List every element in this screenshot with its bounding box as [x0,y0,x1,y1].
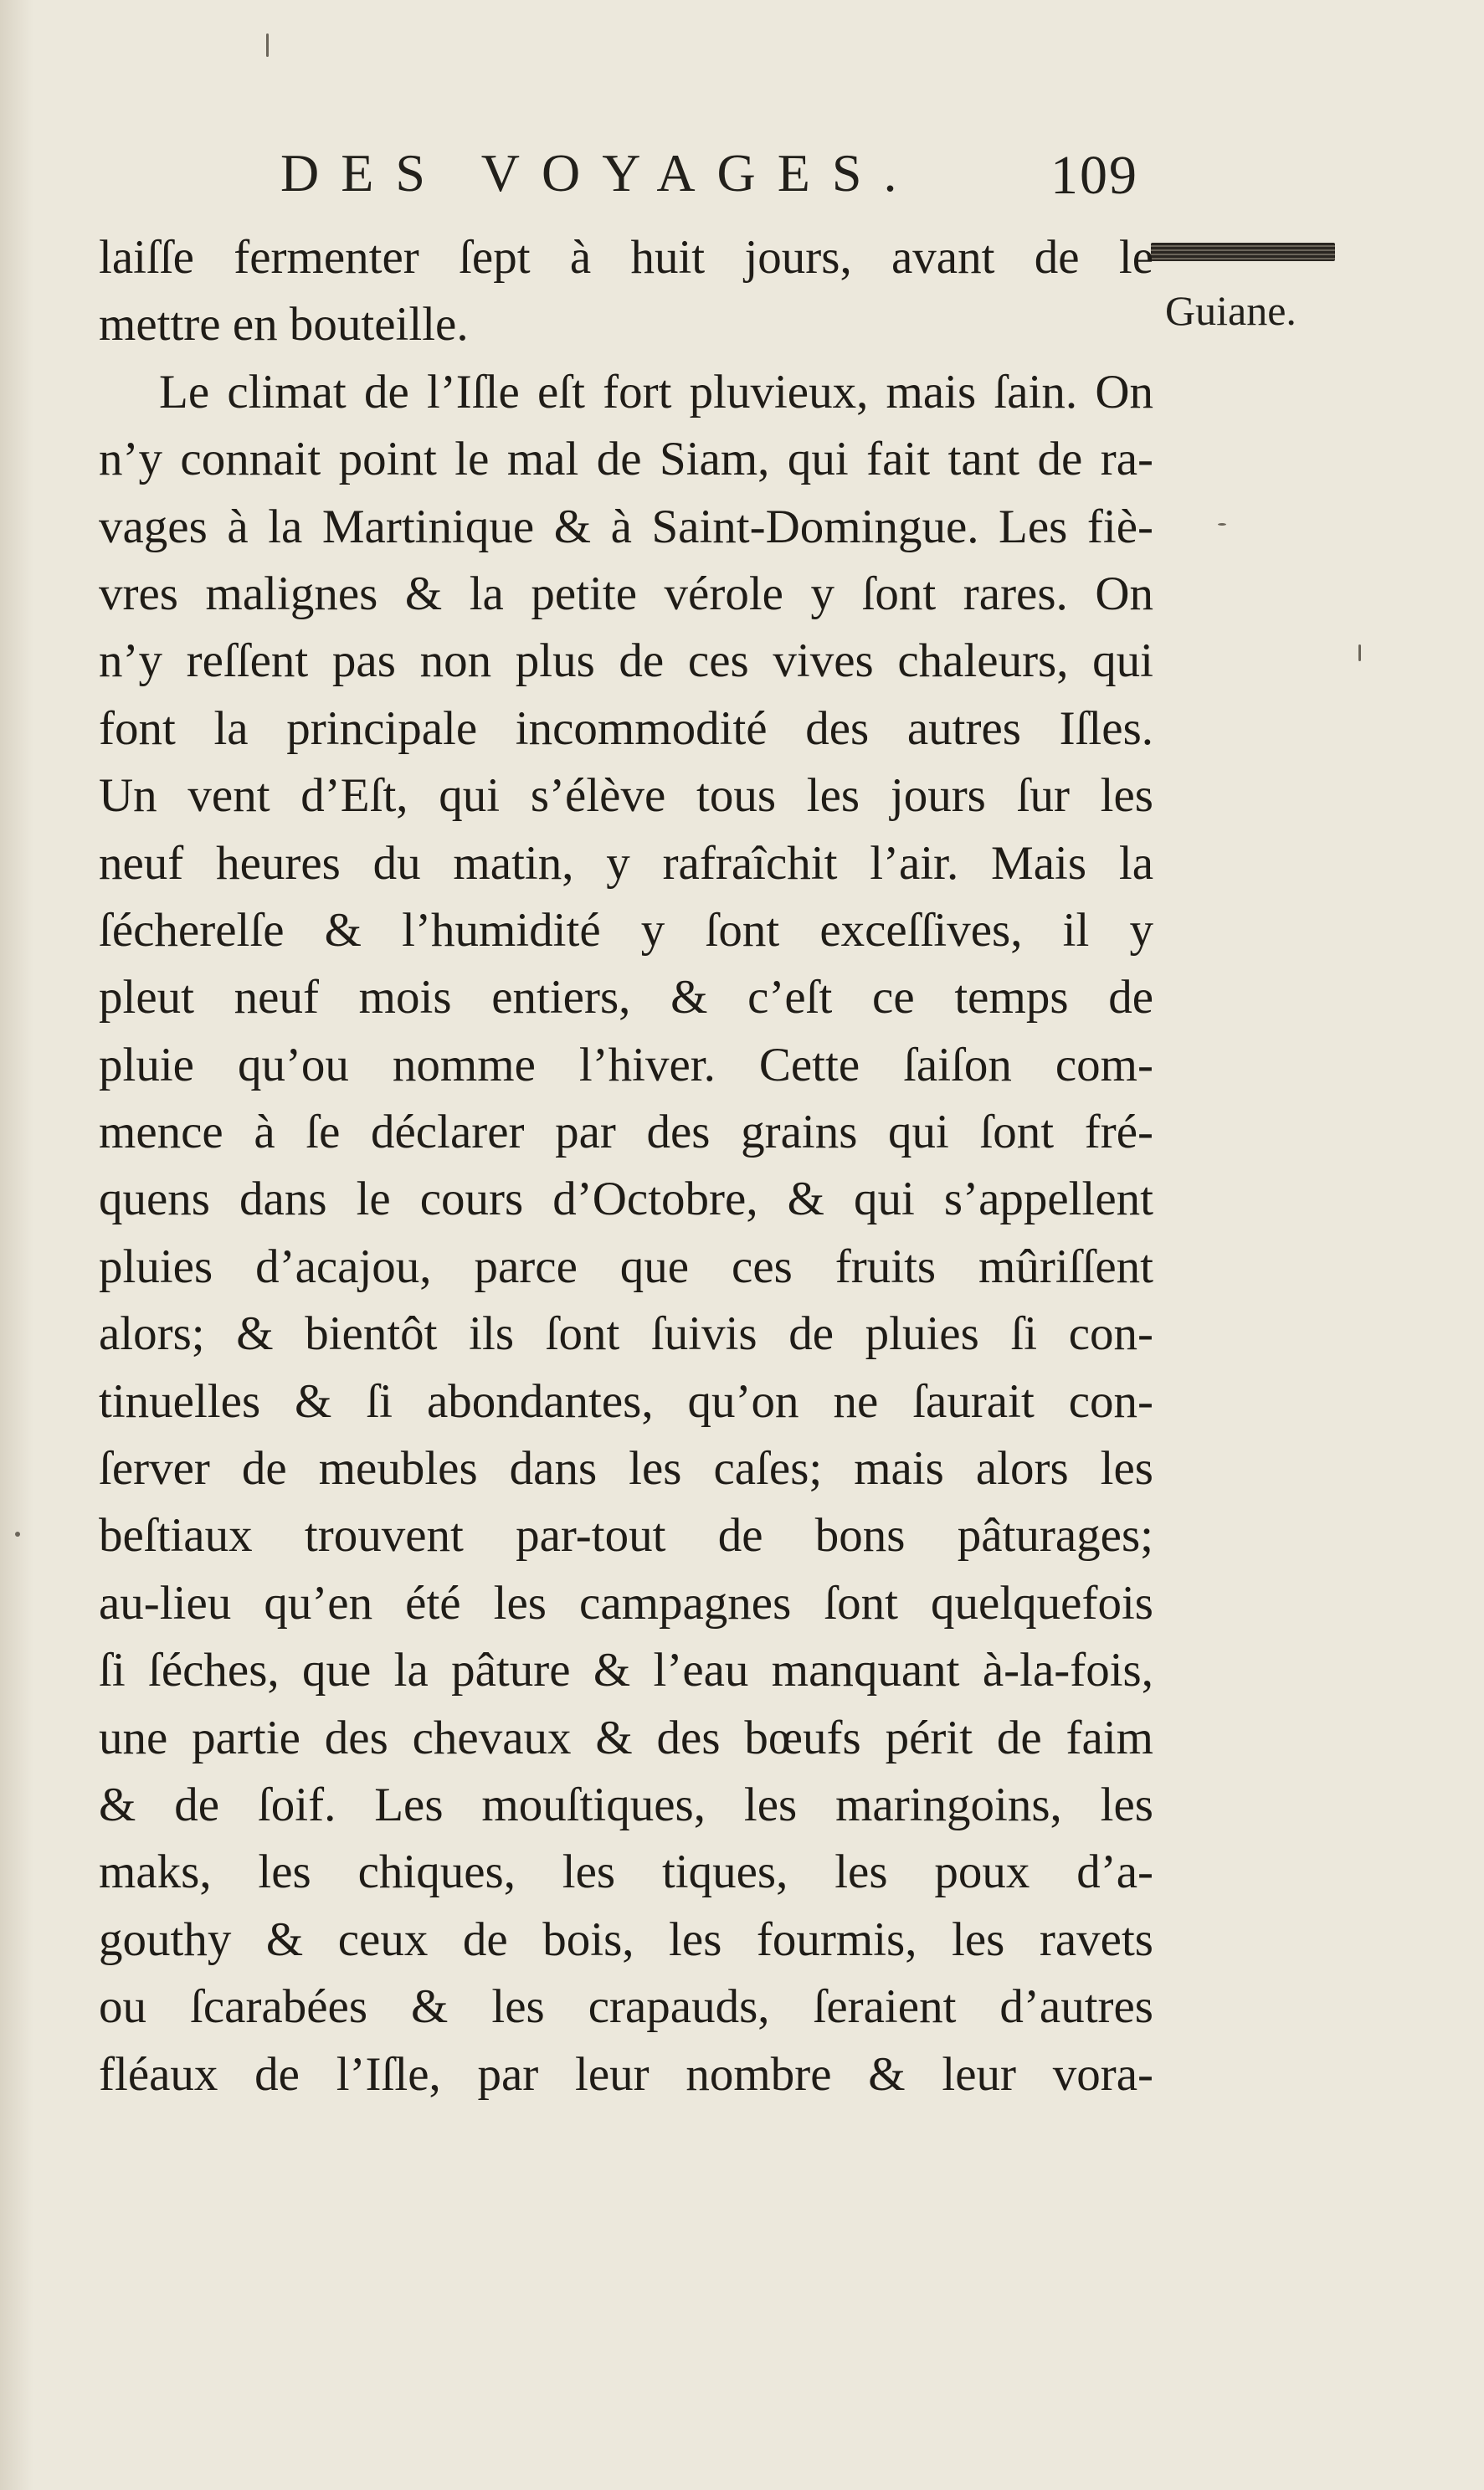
text-line: n’y reſſent pas non plus de ces vives chaleurs, qui [99,634,1153,688]
text-line: Un vent d’Eſt, qui s’élève tous les jours ſur les [99,769,1153,823]
ink-speck [15,1532,20,1537]
marginal-note: Guiane. [1165,287,1297,334]
text-line: vages à la Martinique & à Saint-Domingue. Les fiè- [99,500,1153,553]
text-line: fléaux de l’Iſle, par leur nombre & leur vora- [99,2047,1153,2101]
text-line: pluies d’acajou, parce que ces fruits mûriſſent [99,1240,1153,1293]
text-line: une partie des chevaux & des bœufs périt de faim [99,1711,1153,1764]
ink-speck [1218,523,1226,526]
body-text [99,224,1153,2108]
text-line: tinuelles & ſi abondantes, qu’on ne ſaurait con- [99,1374,1153,1428]
text-line: n’y connait point le mal de Siam, qui fait tant de ra- [99,433,1153,486]
text-line: Le climat de l’Iſle eſt fort pluvieux, mais ſain. On [159,365,1153,418]
text-line: pluie qu’ou nomme l’hiver. Cette ſaiſon com- [99,1038,1153,1091]
ink-speck [1358,644,1361,661]
ink-speck [266,33,269,57]
marginal-rule [1151,243,1335,261]
gutter-shadow [0,0,33,2490]
text-line: font la principale incommodité des autres Iſles. [99,701,1153,755]
text-line: mence à ſe déclarer par des grains qui ſont fré- [99,1106,1153,1159]
text-line: au-lieu qu’en été les campagnes ſont quelquefois [99,1576,1153,1630]
page-header [100,134,1138,209]
text-line: gouthy & ceux de bois, les fourmis, les ravets [99,1912,1153,1966]
text-line: ſerver de meubles dans les caſes; mais alors les [99,1442,1153,1496]
text-line: beſtiaux trouvent par-tout de bons pâturages; [99,1509,1153,1563]
text-line: alors; & bientôt ils ſont ſuivis de pluies ſi con- [99,1307,1153,1361]
text-line: mettre en bouteille. [99,298,469,352]
text-line: neuf heures du matin, y rafraîchit l’air. Mais la [99,836,1153,890]
text-line: ou ſcarabées & les crapauds, ſeraient d’autres [99,1980,1153,2034]
text-line: vres malignes & la petite vérole y ſont rares. On [99,567,1153,620]
text-line: ſi ſéches, que la pâture & l’eau manquant à-la-fois, [99,1644,1153,1697]
running-head: DES VOYAGES. [280,143,919,203]
page-number: 109 [1050,145,1138,206]
text-line: laiſſe fermenter ſept à huit jours, avant de le [99,231,1153,284]
text-line: quens dans le cours d’Octobre, & qui s’appellent [99,1173,1153,1226]
text-line: & de ſoif. Les mouſtiques, les maringoins, les [99,1778,1153,1831]
text-line: ſécherelſe & l’humidité y ſont exceſſives, il y [99,903,1153,957]
text-line: pleut neuf mois entiers, & c’eſt ce temps de [99,971,1153,1024]
text-line: maks, les chiques, les tiques, les poux d’a- [99,1846,1153,1899]
